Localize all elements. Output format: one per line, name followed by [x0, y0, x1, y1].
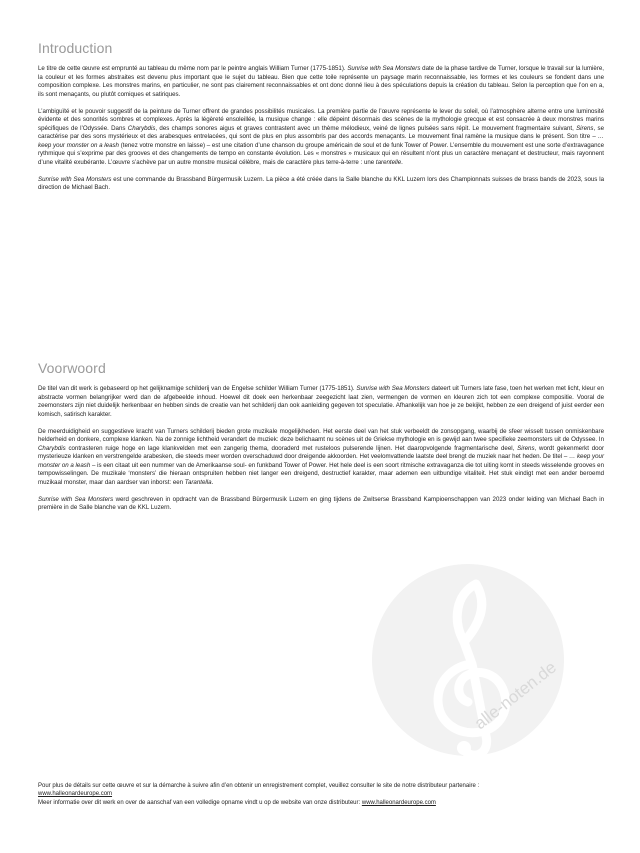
introduction-heading: Introduction	[38, 40, 113, 56]
voorwoord-paragraph-1: De titel van dit werk is gebaseerd op het gelijknamige schilderij van de Engelse schilder William Turner (1775-1851). Sunrise with Sea Monsters dateert uit Turners late fase, toen het werken met licht, kleur en abstracte vormen belangrijker werd dan de afgebeelde inhoud. Hoewel dit doek een herkenbaar zeegezicht laat zien, vermengen de vormen en kleuren zich tot een complexe compositie. Vooral de zeemonsters zijn niet duidelijk herkenbaar en hebben sinds de creatie van het schilderij dan ook aanleiding gegeven tot speculatie. Afhankelijk van hoe je ze bekijkt, hebben ze een dreigend of juist eerder een komisch, satirisch karakter.	[38, 385, 604, 418]
footer-fr-text: Pour plus de détails sur cette œuvre et sur la démarche à suivre afin d’en obtenir un enregistrement complet, veuillez consulter le site de notre distributeur partenaire :	[38, 783, 480, 789]
footer-nl-text: Meer informatie over dit werk en over de aanschaf van een volledige opname vindt u op de website van onze distributeur:	[38, 799, 362, 806]
voorwoord-paragraph-2: De meerduidigheid en suggestieve kracht van Turners schilderij bieden grote muzikale mogelijkheden. Het eerste deel van het stuk verbeeldt de zonsopgang, waarbij de sfeer wisselt tussen onmiskenbare helderheid en donkere, complexe klanken. Na de zonnige lichtheid verandert de muziek: deze belichaamt nu scènes uit de Griekse mythologie en is gewijd aan twee specifieke zeemonsters uit de Odyssee. In Charybdis contrasteren ruige hoge en lage klankvelden met een zangerig thema, dooraderd met rusteloos pulserende lijnen. Het daaropvolgende fragmentarische deel, Sirens, wordt gekenmerkt door mysterieuze klanken en verstrengelde arabesken, die steeds meer worden overschaduwd door dreigende akkoorden. Het veelomvattende laatste deel brengt de muziek naar het heden. De titel – … keep your monster on a leash – is een citaat uit een nummer van de Amerikaanse soul- en funkband Tower of Power. Het hele deel is een soort ritmische extravaganza die tot uiting komt in steeds wisselende grooves en tempowisselingen. De muzikale ‘monsters’ die hieraan ontspruiten hebben niet langer een dreigend, destructief karakter, maar ademen een uitbundige vitaliteit. Het stuk eindigt met een ander beroemd muzikaal monster, maar dan aardser van inborst: een Tarantella.	[38, 427, 604, 486]
watermark-text: alle-noten.de	[470, 657, 560, 734]
voorwoord-paragraph-3: Sunrise with Sea Monsters werd geschreven in opdracht van de Brassband Bürgermusik Luzern en ging tijdens de Zwitserse Brassband Kampioenschappen van 2023 onder leiding van Michael Bach in première in de Salle blanche van de KKL Luzern.	[38, 495, 604, 511]
footer-nl-line	[38, 799, 604, 807]
footer-nl-link[interactable]: www.halleonardeurope.com	[361, 799, 436, 806]
footer	[38, 782, 604, 807]
treble-clef-watermark-icon	[368, 560, 568, 760]
introduction-paragraph-2: L’ambiguïté et le pouvoir suggestif de la peinture de Turner offrent de grandes possibilités musicales. La première partie de l’œuvre représente le lever du soleil, où l’atmosphère alterne entre une luminosité évidente et des sonorités sombres et complexes. Après la légèreté ensoleillée, la musique change : elle dépeint désormais des scènes de la mythologie grecque et est consacrée à deux monstres marins spécifiques de l’Odyssée. Dans Charybdis, des champs sonores aigus et graves contrastent avec un thème mélodieux, veiné de lignes pulsées sans répit. Le mouvement fragmentaire suivant, Sirens, se caractérise par des sons mystérieux et des arabesques entrelacées, qui sont de plus en plus assombris par des accords menaçants. Le mouvement final ramène la musique dans le présent. Son titre – … keep your monster on a leash (tenez votre monstre en laisse) – est une citation d’une chanson du groupe américain de soul et de funk Tower of Power. L’ensemble du mouvement est une sorte d’extravagance rythmique qui s’exprime par des grooves et des changements de tempo en constante évolution. Les « monstres » musicaux qui en résultent n’ont plus un caractère menaçant et destructeur, mais rayonnent d’une vitalité exubérante. L’œuvre s’achève par un autre monstre musical célèbre, mais de caractère plus terre-à-terre : une tarentelle.	[38, 107, 604, 166]
voorwoord-section	[38, 360, 604, 521]
treble-clef-dot	[457, 741, 471, 755]
introduction-section	[38, 40, 604, 201]
introduction-paragraph-1: Le titre de cette œuvre est emprunté au tableau du même nom par le peintre anglais William Turner (1775-1851). Sunrise with Sea Monsters date de la phase tardive de Turner, lorsque le travail sur la lumière, la couleur et les formes abstraites est devenu plus important que le sujet du tableau. Bien que cette toile représente un paysage marin reconnaissable, les formes et les couleurs se fondent dans une composition complexe. Les monstres marins, en particulier, ne sont pas clairement reconnaissables et ont donc donné lieu à des spéculations depuis la création du tableau. Selon la perception que l’on en a, ils sont menaçants, ou plutôt comiques et satiriques.	[38, 65, 604, 98]
footer-fr-link[interactable]: www.halleonardeurope.com	[38, 791, 113, 798]
voorwoord-heading: Voorwoord	[38, 360, 106, 376]
introduction-paragraph-3: Sunrise with Sea Monsters est une commande du Brassband Bürgermusik Luzern. La pièce a été créée dans la Salle blanche du KKL Luzern lors des Championnats suisses de brass bands de 2023, sous la direction de Michael Bach.	[38, 175, 604, 191]
